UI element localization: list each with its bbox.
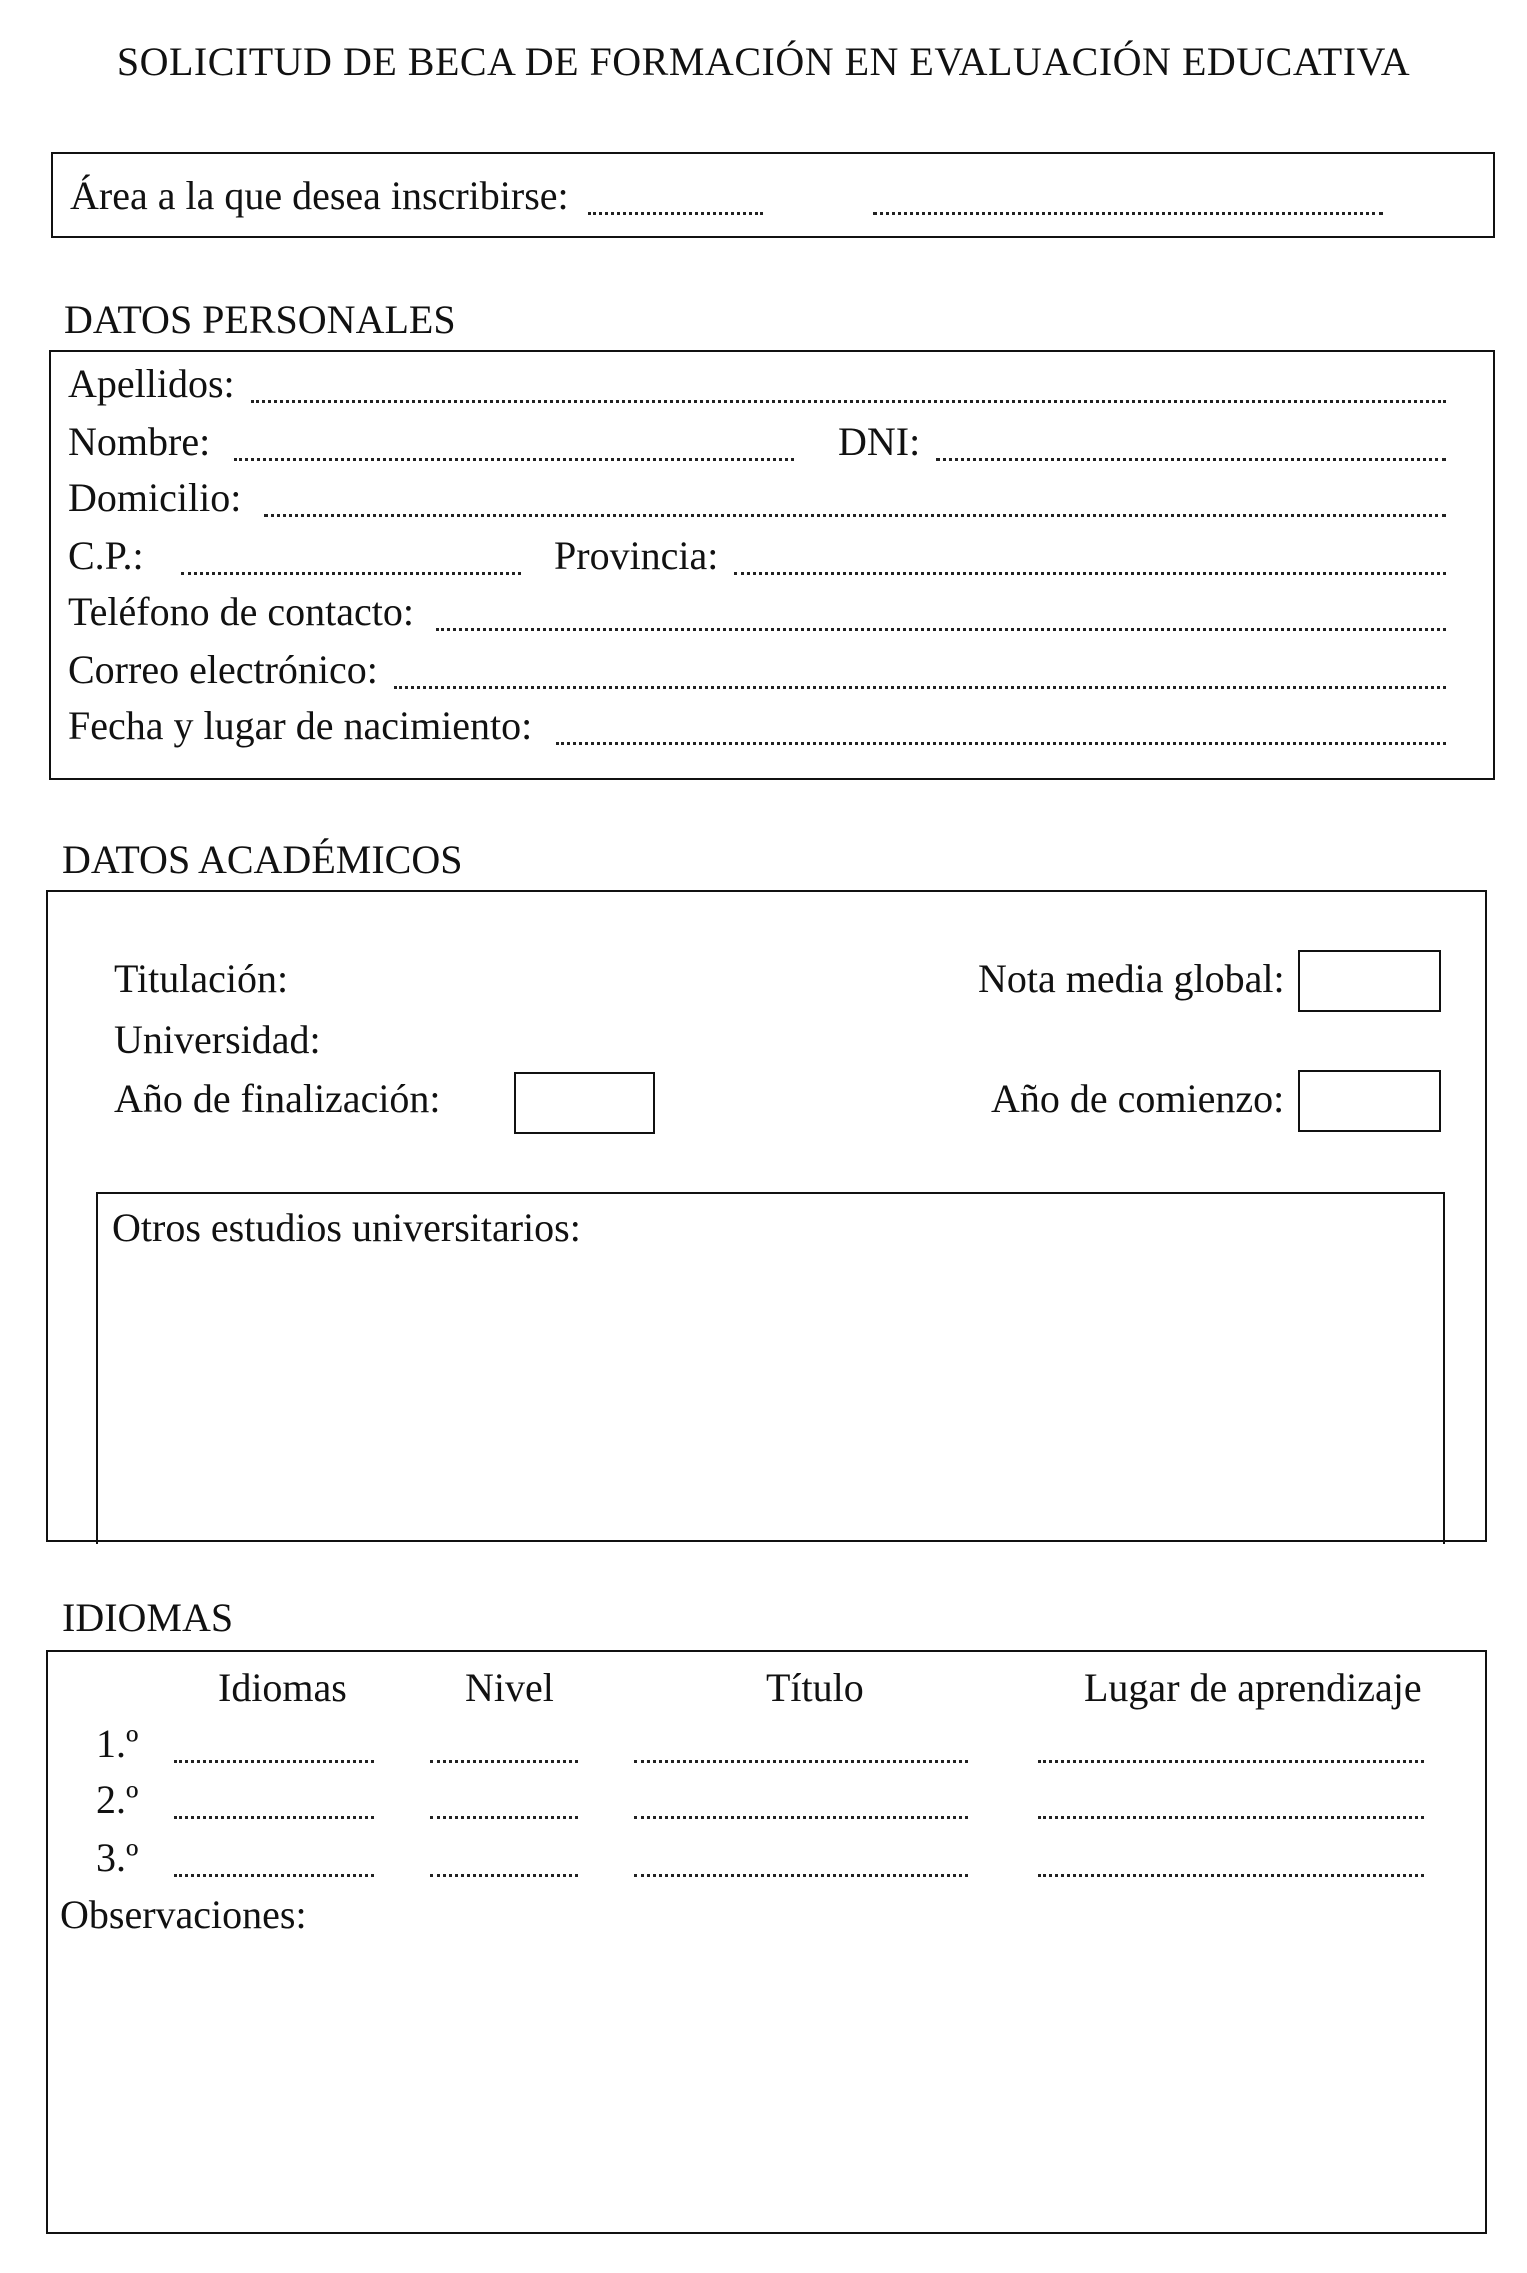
area-label: Área a la que desea inscribirse: [70,173,569,218]
row-1-number: 1.º [96,1721,139,1766]
row-1-lugar[interactable] [1038,1760,1424,1763]
dni-field[interactable] [936,458,1446,461]
otros-label: Otros estudios universitarios: [112,1205,581,1250]
row-2-nivel[interactable] [430,1816,578,1819]
row-3-lugar[interactable] [1038,1874,1424,1877]
col-idiomas: Idiomas [218,1665,347,1710]
row-2-titulo[interactable] [634,1816,968,1819]
col-nivel: Nivel [465,1665,554,1710]
telefono-label: Teléfono de contacto: [68,589,414,634]
cp-label: C.P.: [68,533,144,578]
row-3-nivel[interactable] [430,1874,578,1877]
provincia-field[interactable] [734,572,1446,575]
anio-fin-input[interactable] [514,1072,655,1134]
row-3-titulo[interactable] [634,1874,968,1877]
apellidos-field[interactable] [251,400,1446,403]
apellidos-label: Apellidos: [68,361,235,406]
domicilio-label: Domicilio: [68,475,242,520]
row-2-lugar[interactable] [1038,1816,1424,1819]
row-2-idioma[interactable] [174,1816,374,1819]
correo-field[interactable] [394,686,1446,689]
nota-input[interactable] [1298,950,1441,1012]
col-lugar: Lugar de aprendizaje [1084,1665,1422,1710]
languages-box [46,1650,1487,2234]
row-1-titulo[interactable] [634,1760,968,1763]
otros-estudios-box[interactable] [96,1192,1445,1544]
universidad-label: Universidad: [114,1017,321,1062]
correo-label: Correo electrónico: [68,647,378,692]
col-titulo: Título [766,1665,864,1710]
row-1-idioma[interactable] [174,1760,374,1763]
personal-heading: DATOS PERSONALES [64,297,456,342]
nota-label: Nota media global: [978,956,1285,1001]
anio-comienzo-label: Año de comienzo: [991,1076,1285,1121]
dni-label: DNI: [838,419,921,464]
nombre-field[interactable] [234,458,794,461]
domicilio-field[interactable] [264,514,1446,517]
titulacion-label: Titulación: [114,956,289,1001]
nombre-label: Nombre: [68,419,211,464]
form-title: SOLICITUD DE BECA DE FORMACIÓN EN EVALUACIÓN EDUCATIVA [116,39,1411,84]
area-field-1[interactable] [588,212,763,215]
anio-comienzo-input[interactable] [1298,1070,1441,1132]
anio-fin-label: Año de finalización: [114,1076,441,1121]
fecha-label: Fecha y lugar de nacimiento: [68,703,533,748]
academic-box [46,890,1487,1542]
observaciones-area[interactable] [60,1944,1470,2224]
row-3-idioma[interactable] [174,1874,374,1877]
row-1-nivel[interactable] [430,1760,578,1763]
telefono-field[interactable] [436,628,1446,631]
area-field-2[interactable] [873,212,1383,215]
row-2-number: 2.º [96,1777,139,1822]
provincia-label: Provincia: [554,533,719,578]
personal-box [49,350,1495,780]
cp-field[interactable] [181,572,521,575]
academic-heading: DATOS ACADÉMICOS [62,837,463,882]
observaciones-label: Observaciones: [60,1892,307,1937]
area-box [51,152,1495,238]
row-3-number: 3.º [96,1835,139,1880]
fecha-field[interactable] [556,742,1446,745]
languages-heading: IDIOMAS [62,1595,234,1640]
